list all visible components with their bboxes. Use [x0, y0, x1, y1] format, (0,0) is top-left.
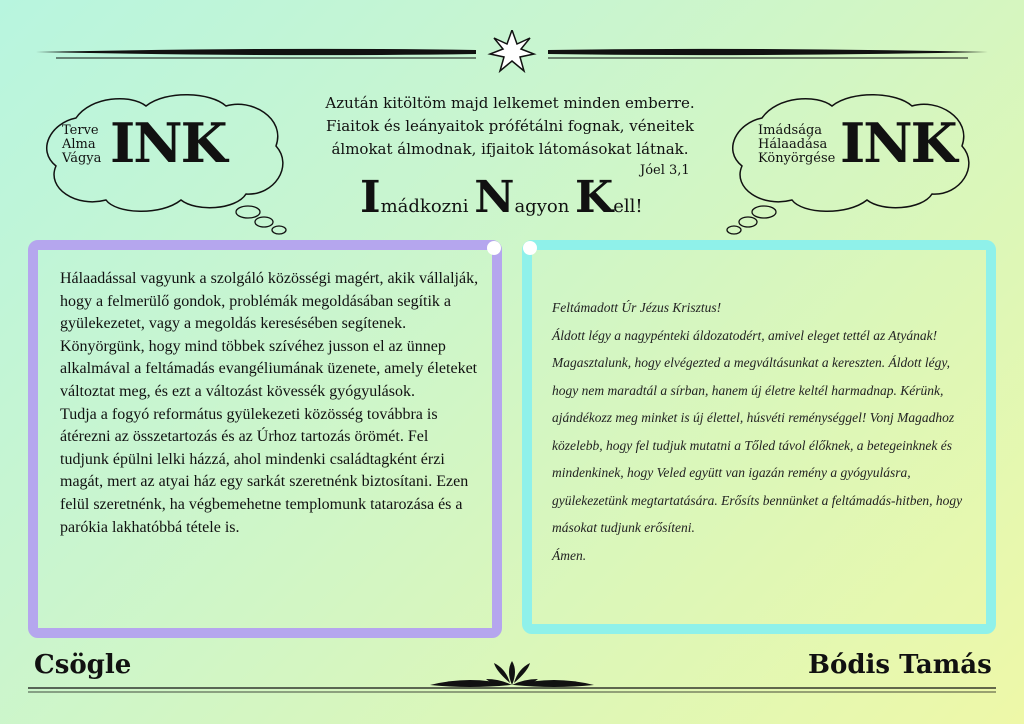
prayer-text	[552, 294, 972, 569]
motto-word: ell!	[613, 196, 643, 217]
verse-reference: Jóel 3,1	[640, 163, 690, 178]
motto-cap: N	[474, 172, 515, 223]
motto-cap: K	[575, 172, 614, 223]
paragraph: Feltámadott Úr Jézus Krisztus!	[552, 300, 722, 315]
verse-line: álmokat álmodnak, ifjaitok látomásokat látnak.	[331, 140, 689, 158]
thanksgiving-text	[60, 268, 480, 539]
paragraph: Tudja a fogyó református gyülekezeti közösség továbbra is átérezni az összetartozás és az Úrhoz tartozás örömét. Fel tudjunk épülni lelki házzá, ahol mindenki családtagként érzi magát, mert az atyai ház egy sarkát szeretnénk biztosítani. Ezen felül szeretnénk, ha végbemehetne templomunk tatarozása és a parókia lakhatóbbá tétele is.	[60, 405, 469, 536]
footer-location: Csögle	[34, 650, 132, 680]
leaf-icon	[486, 661, 538, 685]
prayer-panel	[522, 240, 996, 634]
thought-bubble-left	[36, 88, 296, 236]
star-icon	[490, 30, 534, 71]
paragraph: Könyörgünk, hogy mind többek szívéhez jusson el az ünnep alkalmával a feltámadás evangéliumának üzenete, amely életeket változtat meg, és ezt a változást kövessék gyógyulások.	[60, 337, 478, 400]
panel-corner-dot	[487, 241, 501, 255]
motto-word: agyon	[514, 196, 576, 217]
motto	[360, 172, 680, 228]
bubble-left-word: Terve	[62, 123, 99, 138]
bubble-right-word: Imádsága	[758, 123, 823, 138]
verse-line: Azután kitöltöm majd lelkemet minden emberre.	[325, 94, 695, 112]
top-ornament-rule	[36, 30, 988, 74]
bubble-left-word: Vágya	[62, 151, 102, 166]
motto-cap: I	[360, 172, 381, 223]
paragraph: Áldott légy a nagypénteki áldozatodért, amivel eleget tettél az Atyának! Magasztalunk, hogy elvégezted a megváltásunkat a kereszten. Áldott légy, hogy nem maradtál a sírban, hanem új életre keltél harmadnap. Kérünk, ajándékozz meg minket is új élettel, húsvéti reménységgel! Vonj Magadhoz közelebb, hogy fel tudjuk mutatni a Tőled távol élőknek, a betegeinknek és mindenkinek, hogy Veled együtt van igazán remény a gyógyulásra, gyülekezetünk megtartatására. Erősíts bennünket a feltámadás-hitben, hogy másokat tudjunk erősíteni.	[552, 327, 963, 535]
paragraph: Ámen.	[552, 547, 587, 563]
motto-word: mádkozni	[380, 196, 475, 217]
verse-line: Fiaitok és leányaitok prófétálni fognak, véneitek	[326, 117, 694, 135]
bible-verse	[300, 92, 720, 161]
paragraph: Hálaadással vagyunk a szolgáló közösségi magért, akik vállalják, hogy a felmerülő gondok, problémák megoldásában segítik a gyülekezetet, vagy a megoldás keresésében segítenek.	[60, 270, 479, 333]
bubble-right-word: Könyörgése	[758, 151, 836, 166]
thought-bubble-right	[722, 88, 982, 236]
bubble-left-words	[62, 124, 101, 166]
bubble-left-word: Alma	[62, 137, 96, 152]
panel-corner-dot	[523, 241, 537, 255]
bubble-right-words	[758, 124, 835, 166]
bubble-right-word: Hálaadása	[758, 137, 828, 152]
thanksgiving-panel	[28, 240, 502, 638]
footer-author: Bódis Tamás	[808, 650, 992, 680]
bubble-left-ink: INK	[110, 111, 226, 175]
bubble-right-ink: INK	[840, 111, 956, 175]
